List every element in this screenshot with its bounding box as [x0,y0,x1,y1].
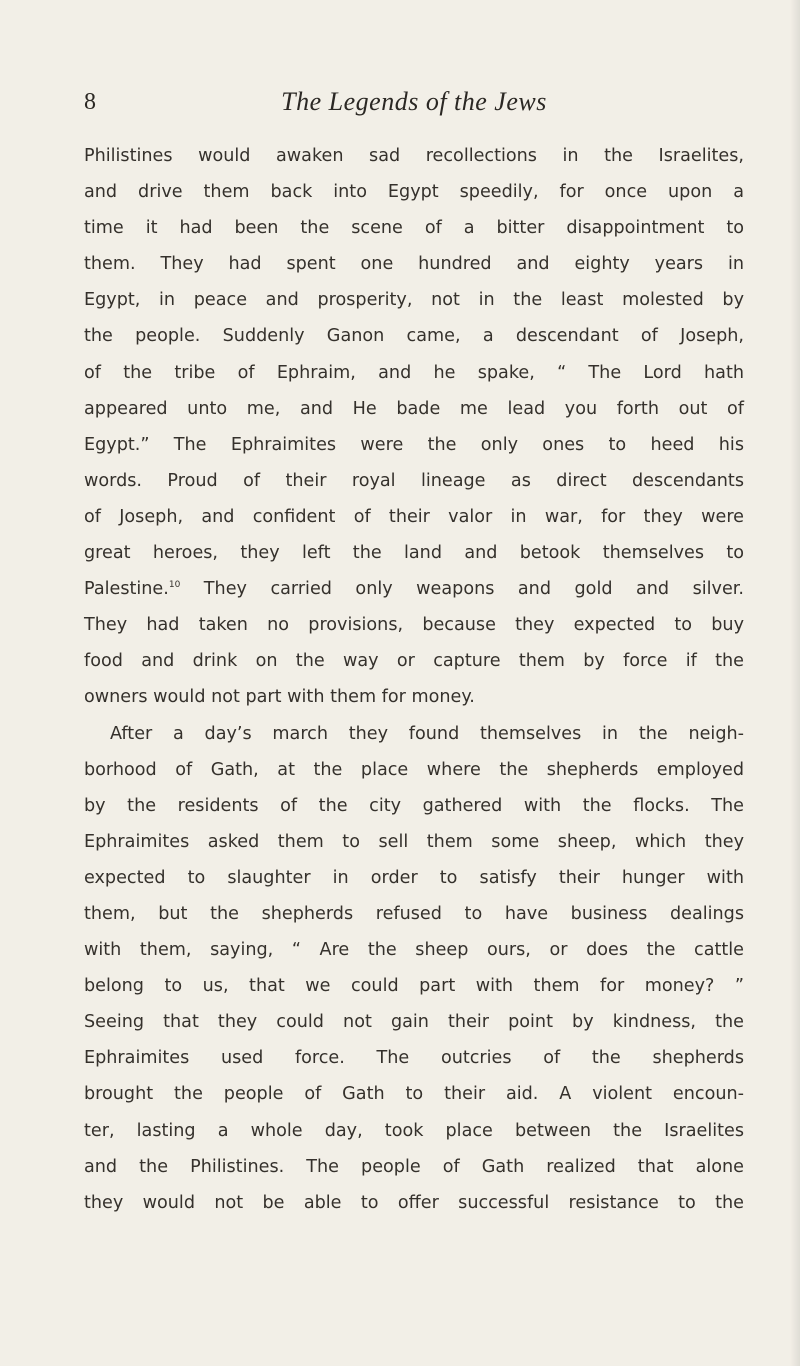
text-line: Seeing that they could not gain their point by kindness, the [84,1012,744,1033]
text-line: Egypt, in peace and prosperity, not in the least molested by [84,290,744,311]
text-line: of the tribe of Ephraim, and he spake, “ The Lord hath [84,362,744,383]
text-line: of Joseph, and confident of their valor in war, for they were [84,506,744,527]
body-text [84,138,744,1221]
text-line: them. They had spent one hundred and eighty years in [84,254,744,275]
text-line: expected to slaughter in order to satisfy their hunger with [84,867,744,888]
text-line: borhood of Gath, at the place where the shepherds employed [84,759,744,780]
running-title: The Legends of the Jews [281,87,547,116]
text-line: and drive them back into Egypt speedily, for once upon a [84,182,744,203]
text-line: Ephraimites used force. The outcries of the shepherds [84,1048,744,1069]
text-line: with them, saying, “ Are the sheep ours, or does the cattle [84,940,744,961]
text-line: words. Proud of their royal lineage as direct descendants [84,470,744,491]
line-text-after-note: They carried only weapons and gold and silver. [180,579,744,600]
text-line: they would not be able to offer successful resistance to the [84,1192,744,1213]
line-text-before-note: Palestine. [84,579,169,600]
page-number: 8 [84,89,96,115]
paragraph-first-line: After a day’s march they found themselves in the neigh- [110,723,744,744]
text-line: the people. Suddenly Ganon came, a descendant of Joseph, [84,326,744,347]
text-line: by the residents of the city gathered with the flocks. The [84,795,744,816]
text-line: Ephraimites asked them to sell them some sheep, which they [84,831,744,852]
footnote-reference: 10 [168,580,181,591]
text-line: great heroes, they left the land and betook themselves to [84,543,744,564]
text-line: ter, lasting a whole day, took place between the Israelites [84,1120,744,1141]
text-line: them, but the shepherds refused to have business dealings [84,903,744,924]
text-line: brought the people of Gath to their aid. A violent encoun- [84,1084,744,1105]
text-line: time it had been the scene of a bitter disappointment to [84,218,744,239]
text-line: Philistines would awaken sad recollections in the Israelites, [84,146,744,166]
text-line: belong to us, that we could part with them for money? ” [84,976,744,997]
text-line-with-note [84,571,744,607]
text-line: They had taken no provisions, because they expected to buy [84,615,744,636]
paragraph-last-line: owners would not part with them for money. [84,687,475,708]
text-line: Egypt.” The Ephraimites were the only ones to heed his [84,434,744,455]
text-line: food and drink on the way or capture them by force if the [84,651,744,672]
running-header [84,86,744,126]
text-line: appeared unto me, and He bade me lead you forth out of [84,398,744,419]
page-edge-shadow [790,0,800,1366]
text-line: and the Philistines. The people of Gath realized that alone [84,1156,744,1177]
